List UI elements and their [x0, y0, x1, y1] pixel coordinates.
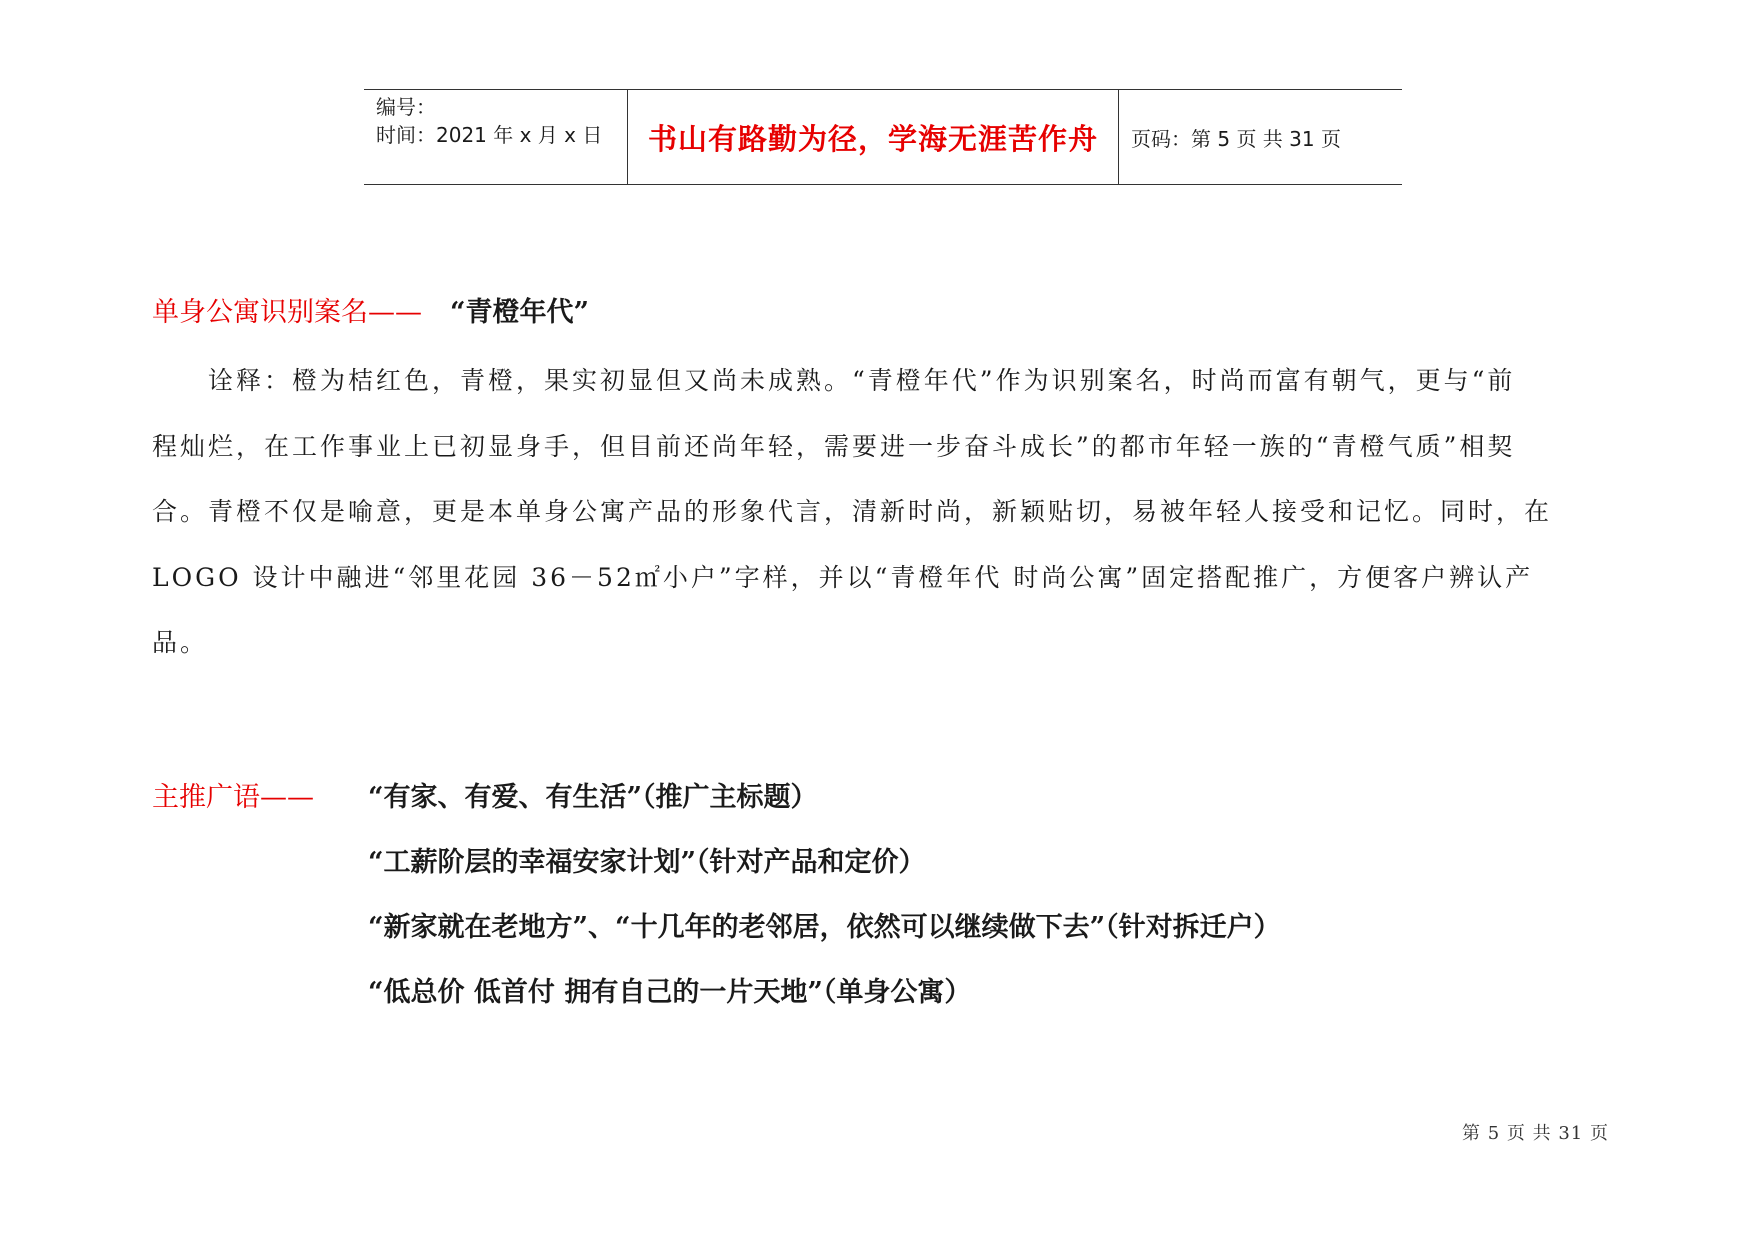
- paragraph-line: 诠释：橙为桔红色，青橙，果实初显但又尚未成熟。“青橙年代”作为识别案名，时尚而富有朝气，更与“前: [208, 366, 1516, 395]
- section-title-slogans: 主推广语——: [152, 782, 314, 813]
- section-title-label: 单身公寓识别案名——: [152, 297, 422, 328]
- page-header: [364, 89, 1402, 185]
- section-title-project-name: [152, 290, 589, 329]
- slogan-item: “新家就在老地方”、“十几年的老邻居，依然可以继续做下去”（针对拆迁户）: [368, 912, 1281, 943]
- page-footer: 第 5 页 共 31 页: [1462, 1123, 1609, 1144]
- slogan-item: “工薪阶层的幸福安家计划”（针对产品和定价）: [368, 847, 926, 878]
- header-meta-cell: [364, 90, 628, 184]
- slogan-item: “低总价 低首付 拥有自己的一片天地”（单身公寓）: [368, 977, 972, 1008]
- paragraph-line: 合。青橙不仅是喻意，更是本单身公寓产品的形象代言，清新时尚，新颖贴切，易被年轻人接受和记忆。同时，在: [152, 497, 1553, 526]
- document-date-label: 时间：2021 年 x 月 x 日: [376, 123, 603, 147]
- header-motto: 书山有路勤为径，学海无涯苦作舟: [647, 121, 1098, 156]
- header-motto-cell: [628, 90, 1119, 184]
- document-number-label: 编号：: [376, 95, 436, 119]
- slogan-item: “有家、有爱、有生活”（推广主标题）: [368, 782, 818, 813]
- explanation-paragraph: [152, 348, 1612, 676]
- paragraph-line: 品。: [152, 628, 209, 657]
- project-name: “青橙年代”: [450, 297, 590, 328]
- header-page-number: 页码：第 5 页 共 31 页: [1131, 126, 1341, 151]
- paragraph-line: LOGO 设计中融进“邻里花园 36－52㎡小户”字样，并以“青橙年代 时尚公寓”固定搭配推广，方便客户辨认产: [152, 562, 1534, 592]
- header-page-cell: [1119, 90, 1402, 184]
- paragraph-line: 程灿烂，在工作事业上已初显身手，但目前还尚年轻，需要进一步奋斗成长”的都市年轻一族的“青橙气质”相契: [152, 431, 1516, 461]
